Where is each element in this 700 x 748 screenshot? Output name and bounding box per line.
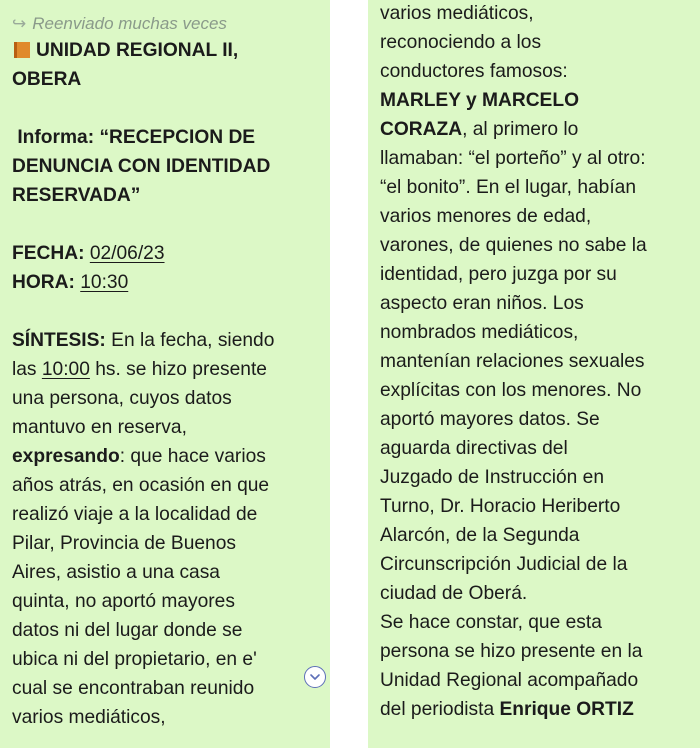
message-line: mantuvo en reserva, bbox=[12, 417, 187, 438]
message-line: varones, de quienes no sabe la bbox=[380, 235, 647, 256]
message-line: reconociendo a los bbox=[380, 32, 542, 53]
message-line: realizó viaje a la localidad de bbox=[12, 504, 258, 525]
unit-line: UNIDAD REGIONAL II, bbox=[12, 36, 320, 65]
message-line: varios mediáticos, bbox=[380, 3, 534, 24]
sintesis-line: las 10:00 hs. se hizo presente bbox=[12, 359, 267, 380]
message-line: identidad, pero juzga por su bbox=[380, 264, 617, 285]
book-icon bbox=[14, 42, 30, 58]
forwarded-label: ↩ Reenviado muchas veces bbox=[12, 12, 320, 36]
fecha-line: FECHA: 02/06/23 bbox=[12, 243, 165, 264]
message-line: del periodista Enrique ORTIZ bbox=[380, 699, 634, 720]
message-line: varios mediáticos, bbox=[12, 707, 166, 728]
message-line: expresando: que hace varios bbox=[12, 446, 266, 467]
message-line: conductores famosos: bbox=[380, 61, 568, 82]
message-line: quinta, no aportó mayores bbox=[12, 591, 235, 612]
message-line: llamaban: “el porteño” y al otro: bbox=[380, 148, 646, 169]
forward-icon: ↩ bbox=[12, 14, 27, 33]
scroll-down-button[interactable] bbox=[304, 666, 326, 688]
informa-line: DENUNCIA CON IDENTIDAD bbox=[12, 156, 271, 177]
message-line: Unidad Regional acompañado bbox=[380, 670, 639, 691]
chevron-down-icon bbox=[309, 671, 321, 683]
message-line: ciudad de Oberá. bbox=[380, 583, 528, 604]
message-line: ubica ni del propietario, en e' bbox=[12, 649, 257, 670]
message-bubble-left bbox=[0, 0, 330, 748]
message-line: años atrás, en ocasión en que bbox=[12, 475, 270, 496]
message-line: Se hace constar, que esta bbox=[380, 612, 602, 633]
message-line: varios menores de edad, bbox=[380, 206, 592, 227]
message-line: explícitas con los menores. No bbox=[380, 380, 642, 401]
message-line: Alarcón, de la Segunda bbox=[380, 525, 580, 546]
message-line: una persona, cuyos datos bbox=[12, 388, 232, 409]
sintesis-line: SÍNTESIS: En la fecha, siendo bbox=[12, 330, 275, 351]
message-line: Turno, Dr. Horacio Heriberto bbox=[380, 496, 621, 517]
message-line: aportó mayores datos. Se bbox=[380, 409, 600, 430]
message-line: CORAZA, al primero lo bbox=[380, 119, 579, 140]
message-line: cual se encontraban reunido bbox=[12, 678, 255, 699]
message-bubble-right bbox=[368, 0, 700, 748]
message-line: nombrados mediáticos, bbox=[380, 322, 579, 343]
message-line: aspecto eran niños. Los bbox=[380, 293, 584, 314]
message-line: Circunscripción Judicial de la bbox=[380, 554, 628, 575]
message-line: Juzgado de Instrucción en bbox=[380, 467, 605, 488]
message-line: “el bonito”. En el lugar, habían bbox=[380, 177, 637, 198]
informa-line: Informa: “RECEPCION DE bbox=[17, 127, 256, 148]
message-line: datos ni del lugar donde se bbox=[12, 620, 243, 641]
message-line: Aires, asistio a una casa bbox=[12, 562, 220, 583]
message-line: Pilar, Provincia de Buenos bbox=[12, 533, 236, 554]
message-line: MARLEY y MARCELO bbox=[380, 90, 579, 111]
message-line: mantenían relaciones sexuales bbox=[380, 351, 645, 372]
message-line: persona se hizo presente en la bbox=[380, 641, 643, 662]
unit-line: OBERA bbox=[12, 69, 82, 90]
informa-line: RESERVADA” bbox=[12, 185, 141, 206]
hora-line: HORA: 10:30 bbox=[12, 272, 129, 293]
message-line: aguarda directivas del bbox=[380, 438, 568, 459]
